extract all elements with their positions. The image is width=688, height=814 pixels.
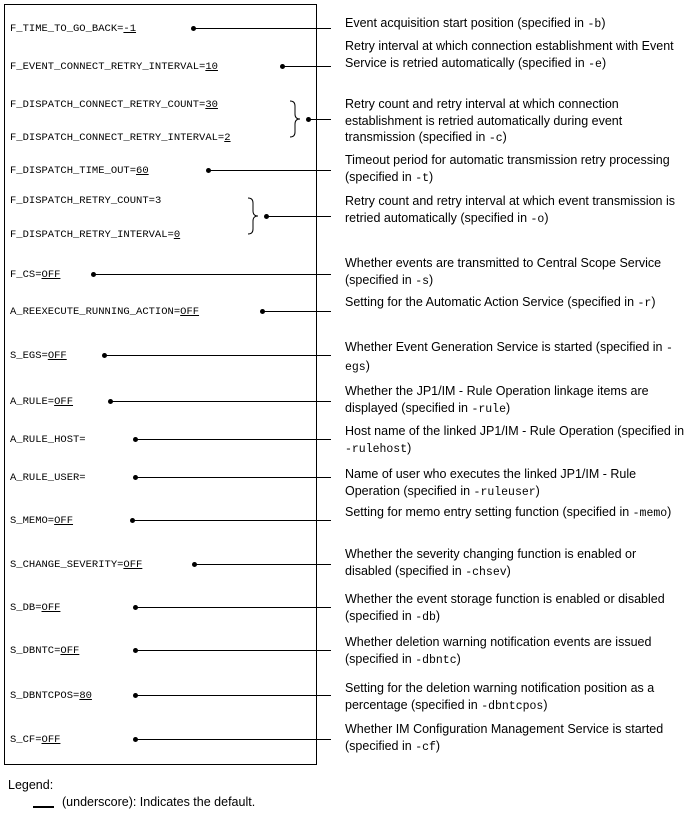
desc-a-rule-host: Host name of the linked JP1/IM - Rule Operation (specified in -rulehost) xyxy=(345,424,685,456)
param-f-dispatch-time-out: F_DISPATCH_TIME_OUT=60 xyxy=(10,165,149,177)
param-s-dbntcpos: S_DBNTCPOS=80 xyxy=(10,690,92,702)
param-s-dbntc: S_DBNTC=OFF xyxy=(10,645,80,657)
legend-title: Legend: xyxy=(8,778,54,792)
param-s-cf: S_CF=OFF xyxy=(10,734,61,746)
connector-line xyxy=(209,170,331,171)
legend-text: (underscore): Indicates the default. xyxy=(62,795,256,809)
param-f-dispatch-retry-interval: F_DISPATCH_RETRY_INTERVAL=0 xyxy=(10,229,181,241)
connector-line xyxy=(136,477,331,478)
desc-f-time-to-go-back: Event acquisition start position (specified in -b) xyxy=(345,16,606,31)
param-a-rule: A_RULE=OFF xyxy=(10,396,74,408)
connector-line xyxy=(263,311,331,312)
desc-s-dbntcpos: Setting for the deletion warning notification position as a percentage (specified in -dbntcpos) xyxy=(345,681,655,713)
connector-line xyxy=(136,607,331,608)
param-s-memo: S_MEMO=OFF xyxy=(10,515,74,527)
desc-f-cs: Whether events are transmitted to Central Scope Service (specified in -s) xyxy=(345,256,662,288)
param-f-dispatch-connect-retry-interval: F_DISPATCH_CONNECT_RETRY_INTERVAL=2 xyxy=(10,132,231,144)
connector-line xyxy=(136,695,331,696)
param-a-rule-user: A_RULE_USER= xyxy=(10,472,86,484)
desc-s-db: Whether the event storage function is enabled or disabled (specified in -db) xyxy=(345,592,665,624)
connector-line xyxy=(309,119,331,120)
connector-line xyxy=(136,650,331,651)
connector-line xyxy=(136,739,331,740)
param-s-egs: S_EGS=OFF xyxy=(10,350,67,362)
connector-line xyxy=(111,401,331,402)
param-s-change-severity: S_CHANGE_SEVERITY=OFF xyxy=(10,559,143,571)
connector-line xyxy=(133,520,331,521)
brace-dispatch-retry xyxy=(246,198,260,234)
desc-s-change-severity: Whether the severity changing function is enabled or disabled (specified in -chsev) xyxy=(345,547,637,579)
connector-line xyxy=(195,564,331,565)
desc-s-memo: Setting for memo entry setting function (specified in -memo) xyxy=(345,505,672,520)
desc-s-dbntc: Whether deletion warning notification events are issued (specified in -dbntc) xyxy=(345,635,652,667)
param-f-time-to-go-back: F_TIME_TO_GO_BACK=-1 xyxy=(10,23,137,35)
connector-line xyxy=(105,355,331,356)
brace-dispatch-connect xyxy=(288,101,302,137)
connector-line xyxy=(283,66,331,67)
param-f-dispatch-retry-count: F_DISPATCH_RETRY_COUNT=3 xyxy=(10,195,162,207)
desc-a-rule: Whether the JP1/IM - Rule Operation linkage items are displayed (specified in -rule) xyxy=(345,384,649,416)
param-a-rule-host: A_RULE_HOST= xyxy=(10,434,86,446)
param-f-event-connect-retry-interval: F_EVENT_CONNECT_RETRY_INTERVAL=10 xyxy=(10,61,218,73)
param-f-dispatch-connect-retry-count: F_DISPATCH_CONNECT_RETRY_COUNT=30 xyxy=(10,99,218,111)
desc-f-dispatch-connect-retry: Retry count and retry interval at which connection establishment is retried automatically during event transmission (specified in -c) xyxy=(345,97,623,145)
param-f-cs: F_CS=OFF xyxy=(10,269,61,281)
connector-line xyxy=(136,439,331,440)
connector-line xyxy=(267,216,331,217)
desc-f-dispatch-retry: Retry count and retry interval at which event transmission is retried automatically (specified in -o) xyxy=(345,194,675,226)
param-s-db: S_DB=OFF xyxy=(10,602,61,614)
desc-f-event-connect-retry-interval: Retry interval at which connection establishment with Event Service is retried automatically (specified in -e) xyxy=(345,39,674,71)
desc-f-dispatch-time-out: Timeout period for automatic transmission retry processing (specified in -t) xyxy=(345,153,670,185)
desc-s-cf: Whether IM Configuration Management Service is started (specified in -cf) xyxy=(345,722,664,754)
param-a-reexecute-running-action: A_REEXECUTE_RUNNING_ACTION=OFF xyxy=(10,306,200,318)
connector-line xyxy=(194,28,331,29)
connector-line xyxy=(94,274,331,275)
desc-a-rule-user: Name of user who executes the linked JP1/IM - Rule Operation (specified in -ruleuser) xyxy=(345,467,637,499)
desc-a-reexecute-running-action: Setting for the Automatic Action Service (specified in -r) xyxy=(345,295,656,310)
legend-underscore-symbol xyxy=(33,806,54,808)
desc-s-egs: Whether Event Generation Service is started (specified in -egs) xyxy=(345,340,673,374)
